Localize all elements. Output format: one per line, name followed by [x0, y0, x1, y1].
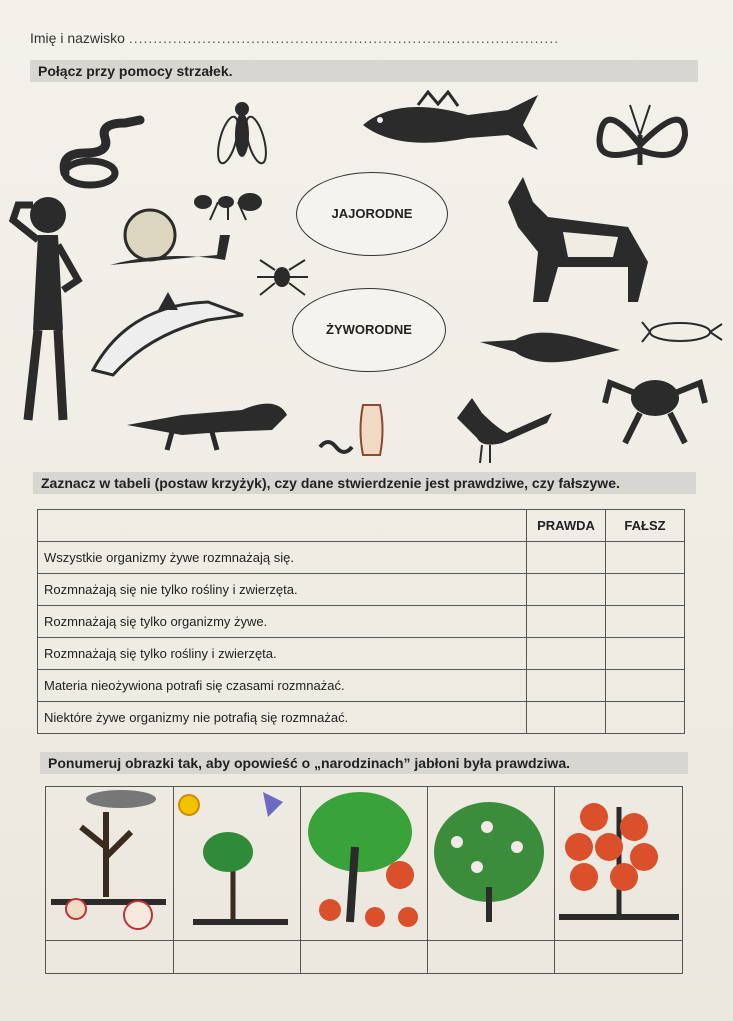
table-row	[38, 606, 685, 638]
frog-icon	[600, 358, 710, 448]
snail-icon	[105, 205, 235, 270]
panel-sprout	[173, 787, 301, 940]
panel-fruiting-tree	[300, 787, 428, 940]
number-cell[interactable]	[173, 941, 301, 974]
viviparous-oval[interactable]: ŻYWORODNE	[292, 288, 446, 372]
task2-title: Zaznacz w tabeli (postaw krzyżyk), czy dane stwierdzenie jest prawdziwe, czy fałszywe.	[33, 472, 696, 494]
panel-apple-harvest	[554, 787, 682, 940]
worm-apple-icon	[318, 395, 390, 460]
dead-tree-apple-icon	[46, 787, 173, 940]
name-label: Imię i nazwisko	[30, 30, 125, 46]
table-row	[38, 574, 685, 606]
false-checkbox-cell[interactable]	[606, 702, 685, 734]
statement-cell: Materia nieożywiona potrafi się czasami rozmnażać.	[38, 670, 527, 702]
panel-seed	[46, 787, 174, 940]
spider-icon	[255, 255, 310, 300]
dolphin-icon	[88, 290, 246, 380]
statement-cell: Rozmnażają się tylko rośliny i zwierzęta.	[38, 638, 527, 670]
true-false-table	[37, 509, 685, 734]
young-plant-sun-icon	[173, 787, 300, 940]
fish-icon	[358, 90, 543, 155]
number-cell[interactable]	[46, 941, 174, 974]
table-header-row	[38, 510, 685, 542]
fly-icon	[210, 95, 275, 180]
crocodile-icon	[122, 390, 290, 455]
tree-with-apples-icon	[300, 787, 427, 940]
statement-cell: Rozmnażają się nie tylko rośliny i zwierzęta.	[38, 574, 527, 606]
true-checkbox-cell[interactable]	[527, 670, 606, 702]
table-row	[38, 542, 685, 574]
apple-branch-icon	[554, 787, 682, 940]
blossom-tree-icon	[427, 787, 554, 940]
apple-tree-storyboard	[45, 786, 683, 974]
person-thinking-icon	[8, 190, 88, 435]
statement-cell: Wszystkie organizmy żywe rozmnażają się.	[38, 542, 527, 574]
statement-cell: Rozmnażają się tylko organizmy żywe.	[38, 606, 527, 638]
number-cell[interactable]	[300, 941, 428, 974]
oviparous-oval[interactable]: JAJORODNE	[296, 172, 448, 256]
true-checkbox-cell[interactable]	[527, 702, 606, 734]
panel-blossoming-tree	[427, 787, 555, 940]
numbering-row	[46, 940, 682, 974]
false-checkbox-cell[interactable]	[606, 670, 685, 702]
true-checkbox-cell[interactable]	[527, 542, 606, 574]
table-row	[38, 702, 685, 734]
statement-header	[38, 510, 527, 542]
true-column-header: PRAWDA	[527, 510, 606, 542]
name-line	[30, 30, 559, 46]
crayfish-icon	[640, 312, 725, 350]
number-cell[interactable]	[427, 941, 555, 974]
false-checkbox-cell[interactable]	[606, 574, 685, 606]
false-checkbox-cell[interactable]	[606, 606, 685, 638]
true-checkbox-cell[interactable]	[527, 638, 606, 670]
dog-icon	[488, 172, 658, 307]
table-row	[38, 638, 685, 670]
task1-title: Połącz przy pomocy strzałek.	[30, 60, 698, 82]
false-column-header: FAŁSZ	[606, 510, 685, 542]
false-checkbox-cell[interactable]	[606, 638, 685, 670]
true-checkbox-cell[interactable]	[527, 574, 606, 606]
false-checkbox-cell[interactable]	[606, 542, 685, 574]
statement-cell: Niektóre żywe organizmy nie potrafią się rozmnażać.	[38, 702, 527, 734]
snake-icon	[55, 108, 150, 193]
task3-title: Ponumeruj obrazki tak, aby opowieść o „narodzinach” jabłoni była prawdziwa.	[40, 752, 688, 774]
bird-icon	[452, 393, 555, 465]
number-cell[interactable]	[554, 941, 682, 974]
name-dots[interactable]: ........................................................................................	[128, 30, 560, 46]
true-checkbox-cell[interactable]	[527, 606, 606, 638]
table-row	[38, 670, 685, 702]
